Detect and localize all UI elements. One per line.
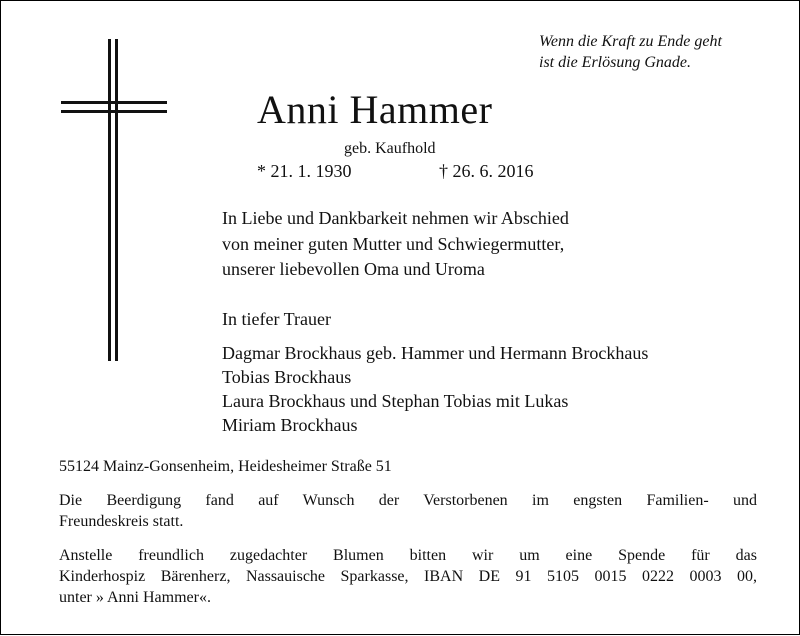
farewell-text [222, 206, 569, 283]
donation-note-line: Anstelle freundlich zugedachter Blumen bitten wir um eine Spende für das [59, 547, 757, 564]
epigraph-line: ist die Erlösung Gnade. [539, 54, 691, 71]
mourner-entry: Laura Brockhaus und Stephan Tobias mit Lukas [222, 391, 569, 411]
funeral-note-line: Die Beerdigung fand auf Wunsch der Verstorbenen im engsten Familien- und [59, 492, 757, 509]
farewell-line: von meiner guten Mutter und Schwiegermutter, [222, 233, 565, 254]
mourner-entry: Dagmar Brockhaus geb. Hammer und Hermann Brockhaus [222, 343, 649, 363]
donation-note [59, 545, 757, 608]
funeral-note-line: Freundeskreis statt. [59, 513, 184, 530]
donation-note-line: unter » Anni Hammer«. [59, 589, 211, 606]
death-date: † 26. 6. 2016 [439, 161, 534, 181]
funeral-note [59, 490, 757, 532]
farewell-line: In Liebe und Dankbarkeit nehmen wir Abschied [222, 208, 569, 228]
epigraph-line: Wenn die Kraft zu Ende geht [539, 33, 722, 50]
birth-date: * 21. 1. 1930 [257, 161, 352, 181]
farewell-line: unserer liebevollen Oma und Uroma [222, 259, 485, 279]
donation-note-line: Kinderhospiz Bärenherz, Nassauische Sparkasse, IBAN DE 91 5105 0015 0222 0003 00, [59, 568, 757, 585]
mourner-entry: Tobias Brockhaus [222, 367, 352, 387]
deceased-name: Anni Hammer [257, 87, 493, 132]
maiden-name: geb. Kaufhold [344, 140, 436, 157]
mourning-heading: In tiefer Trauer [222, 309, 331, 329]
mourners-list [222, 341, 648, 437]
mourner-entry: Miriam Brockhaus [222, 415, 358, 435]
family-address: 55124 Mainz-Gonsenheim, Heidesheimer Straße 51 [59, 458, 392, 475]
